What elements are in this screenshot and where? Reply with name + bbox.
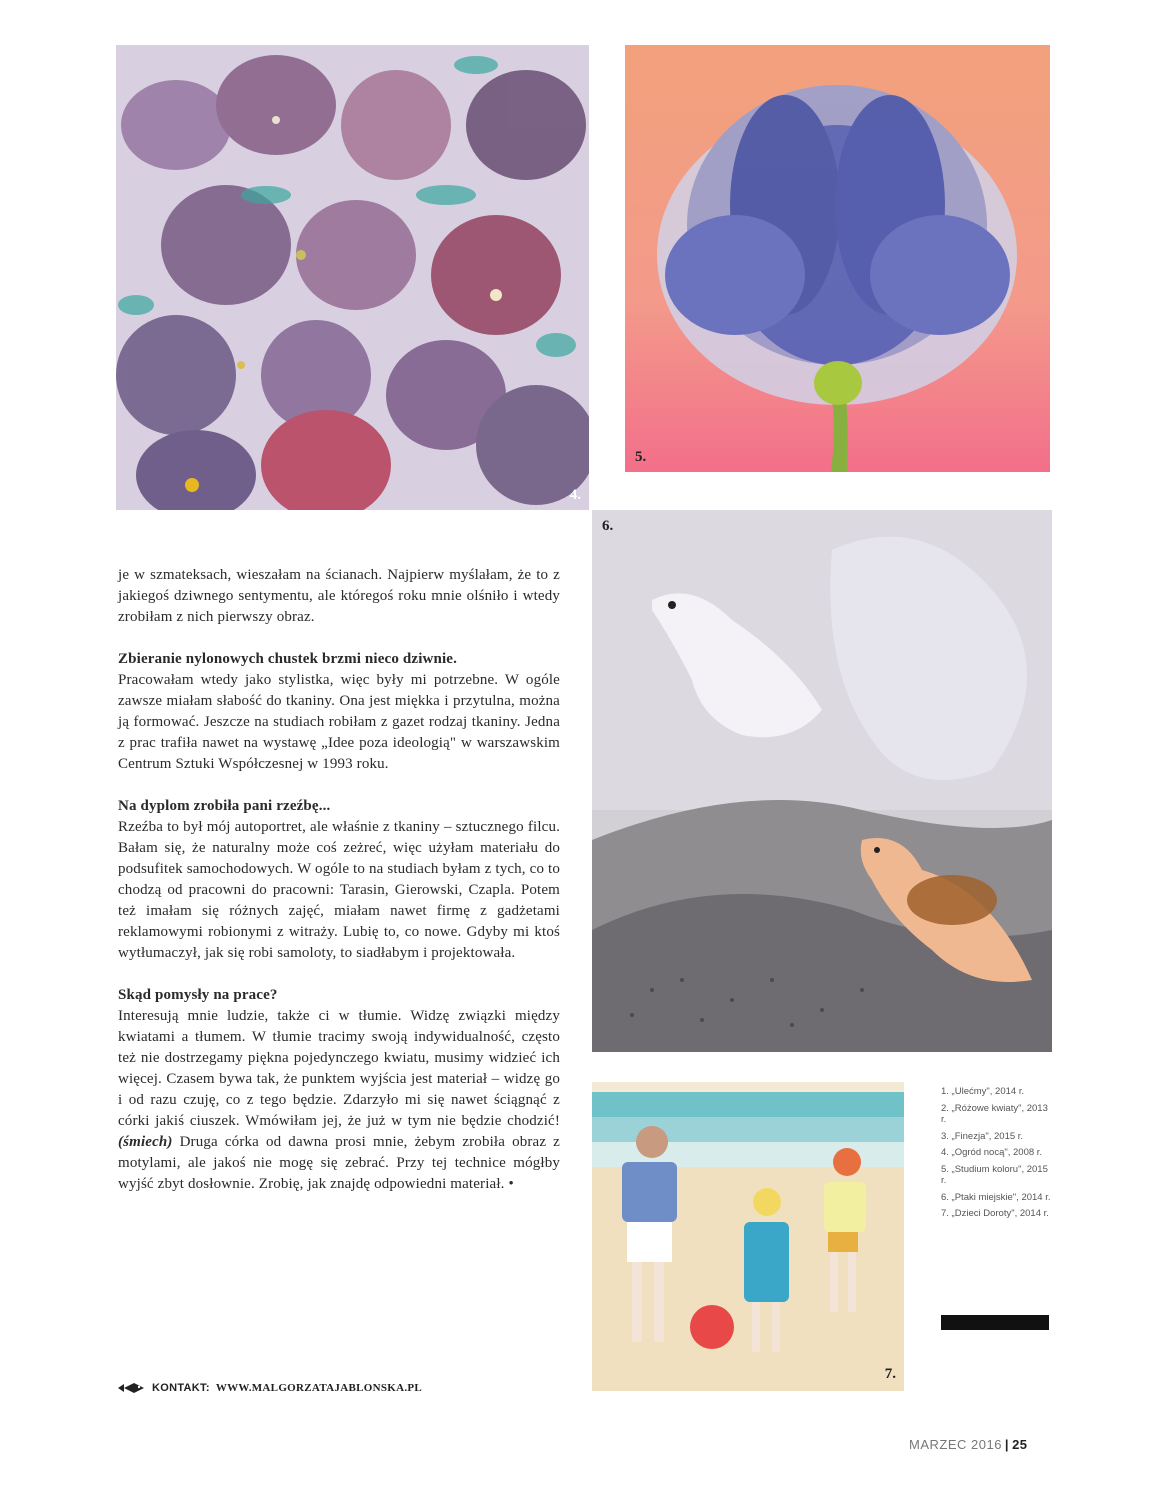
interview-answer-2: Rzeźba to był mój autoportret, ale właśnie z tkaniny – sztucznego filcu. Bałam się, że naturalny może coś zeżreć, więc użyłam materiału do podsufitek samochodowych. W ogóle to na studiach byłam z tych, co to chodzą od pracowni do pracowni: Tarasin, Gierowski, Czapla. Potem też imałam się różnych zajęć, miałam nawet firmę z gadżetami reklamowymi robionymi z witraży. Lubię to, co nowe. Gdyby mi ktoś wytłumaczył, jak się robi samoloty, to siadłabym i projektowała. — [118, 819, 560, 961]
artwork-4-image — [116, 45, 589, 510]
interview-question-2: Na dyplom zrobiła pani rzeźbę... — [118, 798, 331, 814]
caption-item: 1. „Ulećmy", 2014 r. — [941, 1086, 1025, 1097]
contact-url-link[interactable]: WWW.MALGORZATAJABLONSKA.PL — [215, 1382, 423, 1394]
interview-laugh-note: (śmiech) — [118, 1134, 173, 1150]
birds-painting — [592, 510, 1052, 1052]
caption-item: 7. „Dzieci Doroty", 2014 r. — [941, 1208, 1049, 1219]
qa-block-3 — [118, 985, 560, 1195]
footer-separator: | — [1004, 1437, 1010, 1452]
artwork-7-number: 7. — [884, 1366, 896, 1382]
qa-block-1 — [118, 649, 560, 775]
interview-answer-1: Pracowałam wtedy jako stylistka, więc były mi potrzebne. W ogóle zawsze miałam słabość do tkaniny. Ona jest miękka i przytulna, można ją formować. Jeszcze na studiach robiłam z gazet rodzaj tkaniny. Jedna z prac trafiła nawet na wystawę „Idee poza ideologią" w warszawskim Centrum Sztuki Współczesnej w 1993 roku. — [118, 672, 560, 772]
caption-item: 3. „Finezja", 2015 r. — [941, 1130, 1024, 1142]
caption-item: 5. „Studium koloru", 2015 r. — [941, 1163, 1048, 1186]
arrow-fish-icon — [118, 1382, 146, 1394]
caption-item: 2. „Różowe kwiaty", 2013 r. — [941, 1102, 1048, 1125]
page-number: 25 — [1012, 1437, 1028, 1452]
interview-question-1: Zbieranie nylonowych chustek brzmi nieco dziwnie. — [118, 651, 458, 667]
artwork-6-image — [592, 510, 1052, 1052]
decorative-black-bar — [941, 1315, 1049, 1330]
flowers-painting — [116, 45, 589, 510]
contact-line — [118, 1382, 422, 1394]
artwork-6-number: 6. — [602, 518, 614, 534]
artwork-5-number: 5. — [635, 449, 647, 465]
qa-block-2 — [118, 796, 560, 964]
artwork-captions-list — [941, 1086, 1051, 1225]
interview-answer-3-part-1: Interesują mnie ludzie, także ci w tłumie. Widzę związki między kwiatami a tłumem. W tłumie tracimy swoją indywidualność, często też nie dostrzegamy piękna pojedynczego kwiatu, musimy widzieć ich więcej. Czasem bywa tak, że punktem wyjścia jest materiał – widzę go i od razu czuję, co z tego będzie. Zdarzyło mi się nawet ściągnąć z córki jakiś ciuszek. Wmówiłam jej, że już w tym nie będzie chodzić! — [118, 1008, 560, 1129]
article-body — [118, 565, 560, 1216]
caption-item: 4. „Ogród nocą", 2008 r. — [941, 1147, 1043, 1158]
page-footer — [909, 1437, 1028, 1452]
artwork-5-image — [625, 45, 1050, 472]
interview-answer-3-part-2: Druga córka od dawna prosi mnie, żebym zrobiła obraz z motylami, ale jakoś nie mogę się zebrać. Przy tej technice mógłby wyjść zbyt dosłownie. Zrobię, jak znajdę odpowiedni materiał. • — [118, 1134, 560, 1192]
issue-date: MARZEC 2016 — [909, 1437, 1002, 1452]
blue-flower-painting — [625, 45, 1050, 472]
artwork-7-image — [592, 1082, 904, 1391]
artwork-4-number: 4. — [569, 487, 581, 503]
caption-item: 6. „Ptaki miejskie", 2014 r. — [941, 1191, 1051, 1203]
article-paragraph-1: je w szmateksach, wieszałam na ścianach. Najpierw myślałam, że to z jakiegoś dziwnego sentymentu, ale któregoś roku mnie olśniło i wtedy zrobiłam z nich pierwszy obraz. — [118, 567, 560, 625]
children-painting — [592, 1082, 904, 1391]
interview-question-3: Skąd pomysły na prace? — [118, 987, 278, 1003]
contact-label: KONTAKT: — [152, 1382, 210, 1394]
